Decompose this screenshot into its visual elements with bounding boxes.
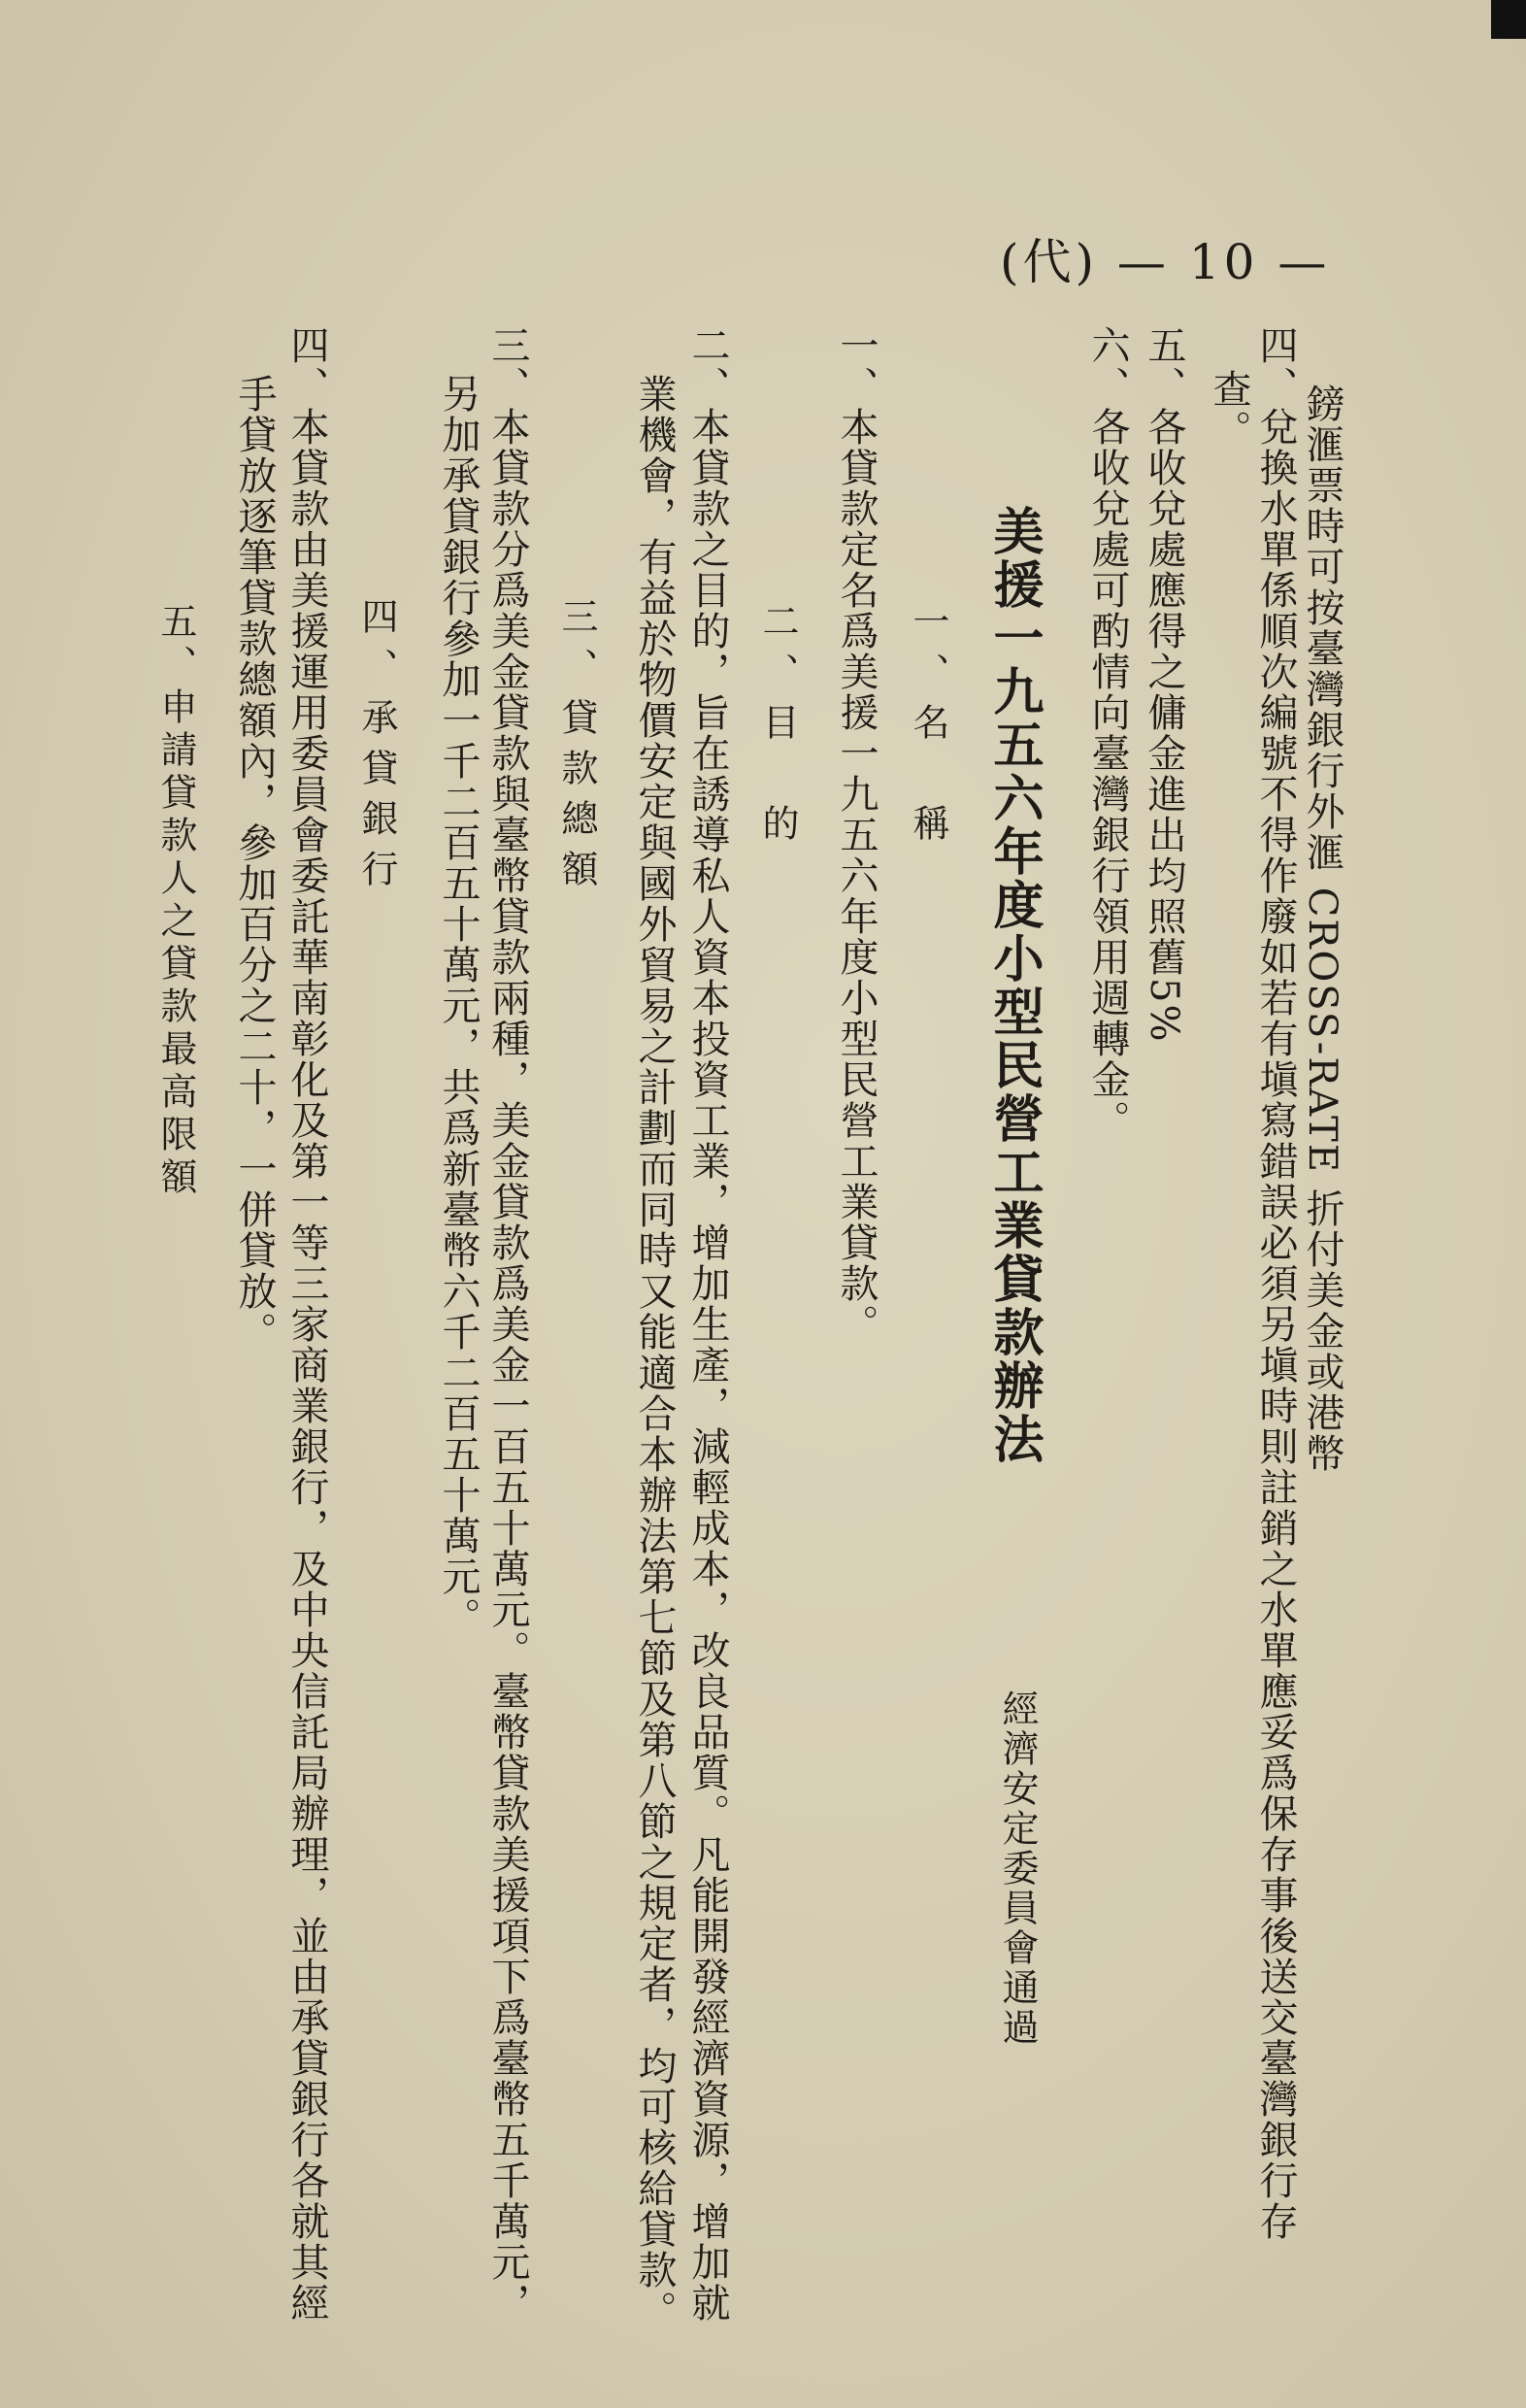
text-column: 查。 [1207,369,1251,451]
scan-edge-mark [1491,0,1526,39]
section-heading: 二、目 的 [756,602,799,854]
text-column: 五、各收兌處應得之傭金進出均照舊5% [1142,325,1186,1044]
page-number: (代) — 10 — [1000,234,1331,290]
section-heading: 一、名 稱 [907,602,949,854]
text-column: 六、各收兌處可酌情向臺灣銀行領用週轉金。 [1085,325,1130,1141]
text-column: 四、兌換水單係順次編號不得作廢如若有塡寫錯誤必須另塡時則註銷之水單應妥爲保存事後送交臺灣銀行存 [1253,325,1298,2242]
text-column: 另加承貸銀行參加一千二百五十萬元，共爲新臺幣六千二百五十萬元。 [436,374,481,1638]
text-column: 二、本貸款之目的，旨在誘導私人資本投資工業，增加生產，減輕成本，改良品質。凡能開發經濟資源，增加就 [685,325,730,2324]
document-title: 美援一九五六年度小型民營工業貸款辦法 [984,505,1044,1466]
text-column: 業機會，有益於物價安定與國外貿易之計劃而同時又能適合本辦法第七節及第八節之規定者，均可核給貸款。 [632,374,677,2331]
text-column: 四、本貸款由美援運用委員會委託華南彰化及第一等三家商業銀行，及中央信託局辦理，並由承貸銀行各就其經 [284,325,329,2324]
text-column: 鎊滙票時可按臺灣銀行外滙 CROSS-RATE 折付美金或港幣 [1300,384,1344,1474]
attribution: 經濟安定委員會通過 [996,1689,1039,2048]
section-heading: 四、承貸銀行 [355,597,398,900]
text-column: 一、本貸款定名爲美援一九五六年度小型民營工業貸款。 [834,325,879,1345]
section-heading: 五、申請貸款人之貸款最高限額 [154,602,197,1200]
section-heading: 三、貸款總額 [555,597,598,900]
text-column: 手貸放逐筆貸款總額內，參加百分之二十，一併貸放。 [232,374,277,1353]
text-column: 三、本貸款分爲美金貸款與臺幣貸款兩種，美金貸款爲美金一百五十萬元。臺幣貸款美援項下爲臺幣五千萬元， [485,325,530,2324]
